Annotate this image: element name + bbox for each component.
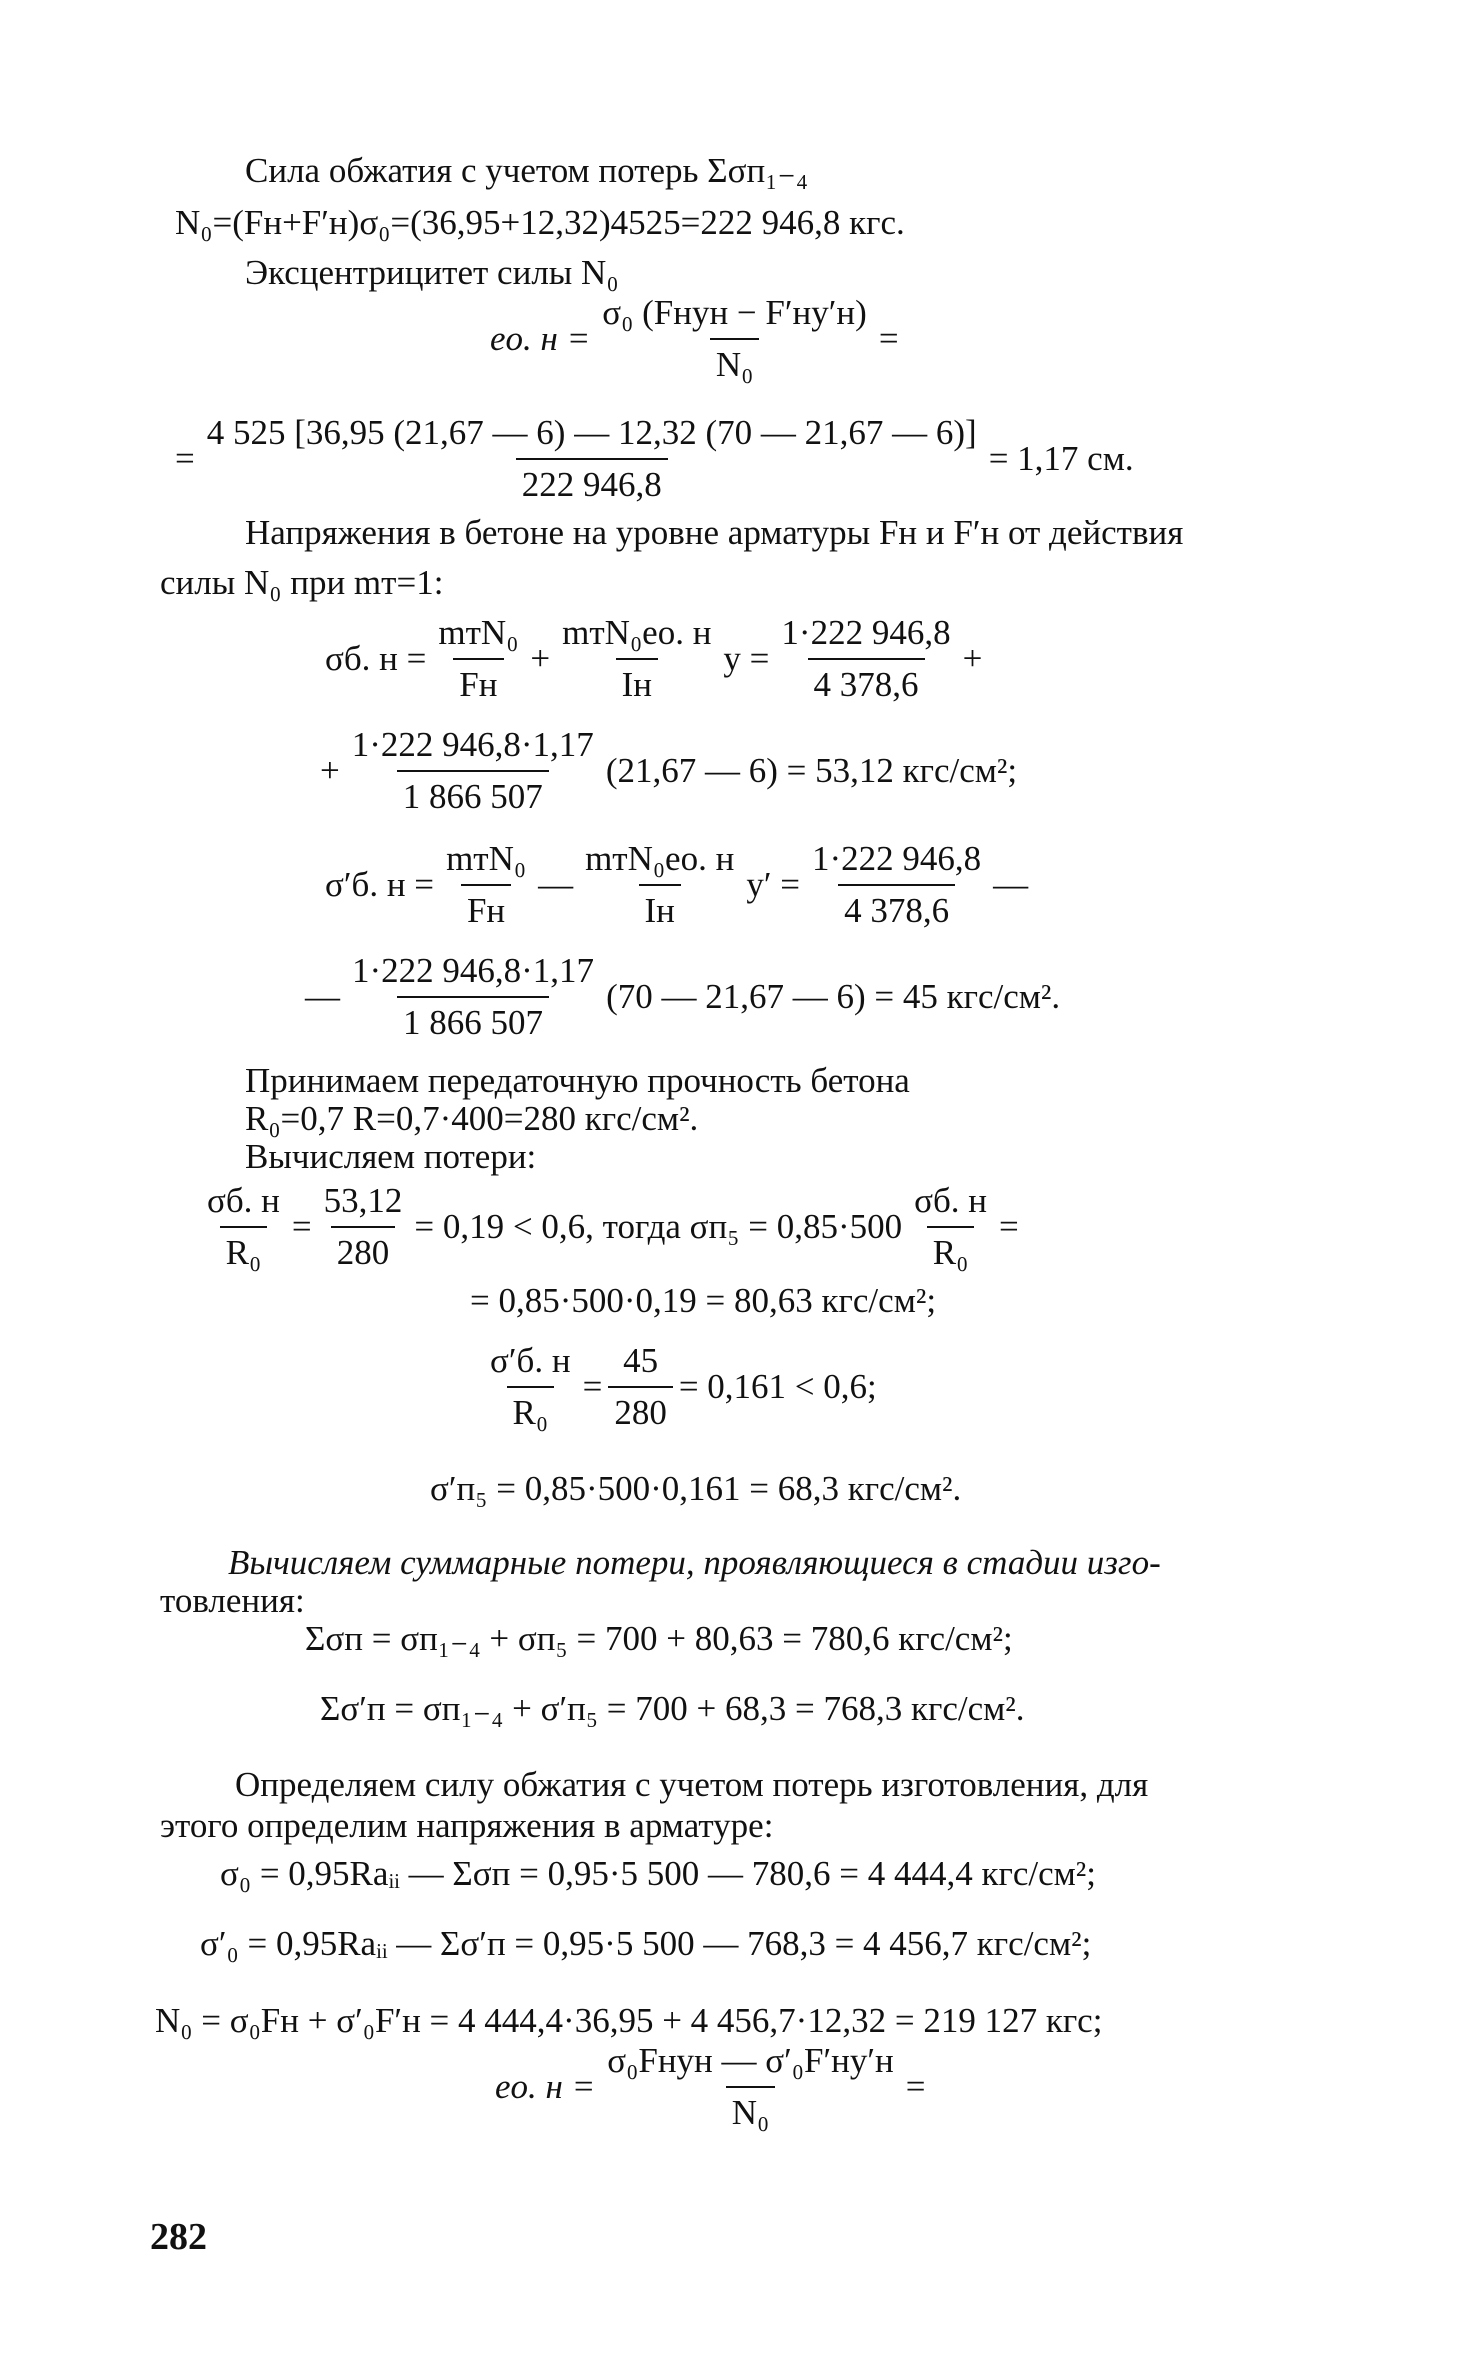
numerator: σ₀Fнyн — σ′₀F′нy′н bbox=[607, 2041, 894, 2080]
fraction bbox=[775, 612, 956, 706]
denominator: Fн bbox=[461, 884, 511, 932]
numerator: mтN₀ bbox=[438, 613, 519, 652]
operator: y = bbox=[723, 639, 770, 678]
operator: — bbox=[993, 865, 1029, 904]
eq-rhs: = bbox=[905, 2067, 926, 2106]
eq-middle: = 0,19 < 0,6, тогда σп₅ = 0,85·500 bbox=[414, 1207, 903, 1246]
formula-eccentricity bbox=[490, 292, 899, 386]
denominator: N₀ bbox=[710, 338, 759, 386]
text-line-total-losses: Вычисляем суммарные потери, проявляющиеся в стадии изго- bbox=[228, 1543, 1161, 1582]
eq-lhs: eо. н = bbox=[490, 319, 591, 358]
numerator: 4 525 [36,95 (21,67 — 6) — 12,32 (70 — 21,67 — 6)] bbox=[206, 413, 977, 452]
denominator: 1 866 507 bbox=[397, 770, 549, 818]
operator: + bbox=[530, 639, 551, 678]
denominator: 1 866 507 bbox=[397, 996, 549, 1044]
formula-ratio-sigma-r0 bbox=[195, 1180, 1019, 1274]
formula-sigma0: σ₀ = 0,95Raᵢᵢ — Σσп = 0,95·5 500 — 780,6 = 4 444,4 кгс/см²; bbox=[220, 1854, 1097, 1893]
formula-eccentricity-value bbox=[175, 412, 1134, 506]
formula-sigma-prime-bn bbox=[325, 838, 1028, 932]
formula-n0: N₀=(Fн+F′н)σ₀=(36,95+12,32)4525=222 946,8 кгс. bbox=[175, 203, 905, 242]
text-line-stresses: Напряжения в бетоне на уровне арматуры Fн и F′н от действия bbox=[245, 513, 1184, 552]
denominator: 280 bbox=[608, 1386, 673, 1434]
eq-lhs: = bbox=[175, 439, 195, 478]
eq-lhs: eо. н = bbox=[495, 2067, 596, 2106]
numerator: 1·222 946,8 bbox=[781, 613, 951, 652]
denominator: R₀ bbox=[220, 1226, 268, 1274]
numerator: σб. н bbox=[914, 1181, 988, 1220]
eq-rhs: = 0,161 < 0,6; bbox=[678, 1367, 877, 1406]
fraction bbox=[608, 1340, 673, 1434]
denominator: 222 946,8 bbox=[516, 458, 668, 506]
denominator: R₀ bbox=[507, 1386, 555, 1434]
formula-sigma0-prime: σ′₀ = 0,95Raᵢᵢ — Σσ′п = 0,95·5 500 — 768,3 = 4 456,7 кгс/см²; bbox=[200, 1924, 1092, 1963]
denominator: N₀ bbox=[726, 2086, 775, 2134]
numerator: 1·222 946,8·1,17 bbox=[352, 951, 595, 990]
numerator: mтN₀ bbox=[446, 839, 527, 878]
formula-ratio-sigma-prime bbox=[478, 1340, 877, 1434]
numerator: mтN₀eо. н bbox=[562, 613, 712, 652]
eq-rhs: = bbox=[878, 319, 899, 358]
fraction bbox=[432, 612, 524, 706]
fraction bbox=[201, 412, 983, 506]
text-line-total-losses-cont: товления: bbox=[160, 1581, 305, 1620]
formula-sigma-prime-bn-cont bbox=[305, 950, 1060, 1044]
numerator: σб. н bbox=[207, 1181, 280, 1220]
formula-n0-final: N₀ = σ₀Fн + σ′₀F′н = 4 444,4·36,95 + 4 456,7·12,32 = 219 127 кгс; bbox=[155, 2001, 1103, 2040]
text-line-losses: Вычисляем потери: bbox=[245, 1137, 537, 1176]
fraction bbox=[806, 838, 987, 932]
text-line-compression-force-title: Сила обжатия с учетом потерь Σσп₁₋₄ bbox=[245, 151, 809, 190]
text-line-determine-force: Определяем силу обжатия с учетом потерь изготовления, для bbox=[235, 1765, 1149, 1804]
formula-eccentricity-final bbox=[495, 2040, 926, 2134]
eq-rhs: (21,67 — 6) = 53,12 кгс/см²; bbox=[605, 751, 1018, 790]
eq-lhs: + bbox=[320, 751, 340, 790]
numerator: 1·222 946,8·1,17 bbox=[351, 725, 594, 764]
numerator: σ′б. н bbox=[490, 1341, 571, 1380]
text-line-transfer-strength: Принимаем передаточную прочность бетона bbox=[245, 1061, 910, 1100]
eq-lhs: — bbox=[305, 977, 340, 1016]
numerator: 53,12 bbox=[323, 1181, 403, 1220]
numerator: mтN₀eо. н bbox=[585, 839, 735, 878]
fraction bbox=[484, 1340, 577, 1434]
fraction bbox=[908, 1180, 993, 1274]
formula-sigma-prime-p5: σ′п₅ = 0,85·500·0,161 = 68,3 кгс/см². bbox=[430, 1469, 962, 1508]
fraction bbox=[318, 1180, 409, 1274]
operator: = bbox=[999, 1207, 1019, 1246]
denominator: Iн bbox=[639, 884, 681, 932]
operator: — bbox=[538, 865, 574, 904]
formula-r0: R₀=0,7 R=0,7·400=280 кгс/см². bbox=[245, 1099, 699, 1138]
eq-lhs: σб. н = bbox=[325, 639, 427, 678]
fraction bbox=[556, 612, 717, 706]
denominator: R₀ bbox=[927, 1226, 975, 1274]
operator: y′ = bbox=[746, 865, 800, 904]
formula-sigma-bn bbox=[325, 612, 982, 706]
text-line-determine-force-cont: этого определим напряжения в арматуре: bbox=[160, 1806, 774, 1845]
eq-rhs: (70 — 21,67 — 6) = 45 кгс/см². bbox=[606, 977, 1061, 1016]
eq-lhs: σ′б. н = bbox=[325, 865, 435, 904]
eq-rhs: = 1,17 см. bbox=[988, 439, 1134, 478]
formula-sigma-bn-cont bbox=[320, 724, 1017, 818]
fraction bbox=[346, 724, 600, 818]
denominator: Iн bbox=[616, 658, 658, 706]
denominator: Fн bbox=[453, 658, 503, 706]
operator: = bbox=[582, 1367, 603, 1406]
operator: = bbox=[291, 1207, 312, 1246]
denominator: 280 bbox=[331, 1226, 396, 1274]
fraction bbox=[346, 950, 600, 1044]
fraction bbox=[596, 292, 873, 386]
formula-sum-sigma-p: Σσп = σп₁₋₄ + σп₅ = 700 + 80,63 = 780,6 кгс/см²; bbox=[305, 1619, 1013, 1658]
formula-sigma-p5: = 0,85·500·0,19 = 80,63 кгс/см²; bbox=[470, 1281, 937, 1320]
fraction bbox=[201, 1180, 286, 1274]
fraction bbox=[440, 838, 532, 932]
numerator: σ₀ (Fнyн − F′нy′н) bbox=[602, 293, 867, 332]
formula-sum-sigma-prime-p: Σσ′п = σп₁₋₄ + σ′п₅ = 700 + 68,3 = 768,3 кгс/см². bbox=[320, 1689, 1025, 1728]
operator: + bbox=[962, 639, 983, 678]
text-line-eccentricity: Эксцентрицитет силы N₀ bbox=[245, 253, 619, 292]
denominator: 4 378,6 bbox=[838, 884, 955, 932]
fraction bbox=[579, 838, 740, 932]
numerator: 45 bbox=[623, 1341, 659, 1380]
page-number: 282 bbox=[150, 2216, 207, 2258]
fraction bbox=[601, 2040, 899, 2134]
denominator: 4 378,6 bbox=[808, 658, 925, 706]
numerator: 1·222 946,8 bbox=[811, 839, 982, 878]
text-line-stresses-cont: силы N₀ при mт=1: bbox=[160, 563, 444, 602]
